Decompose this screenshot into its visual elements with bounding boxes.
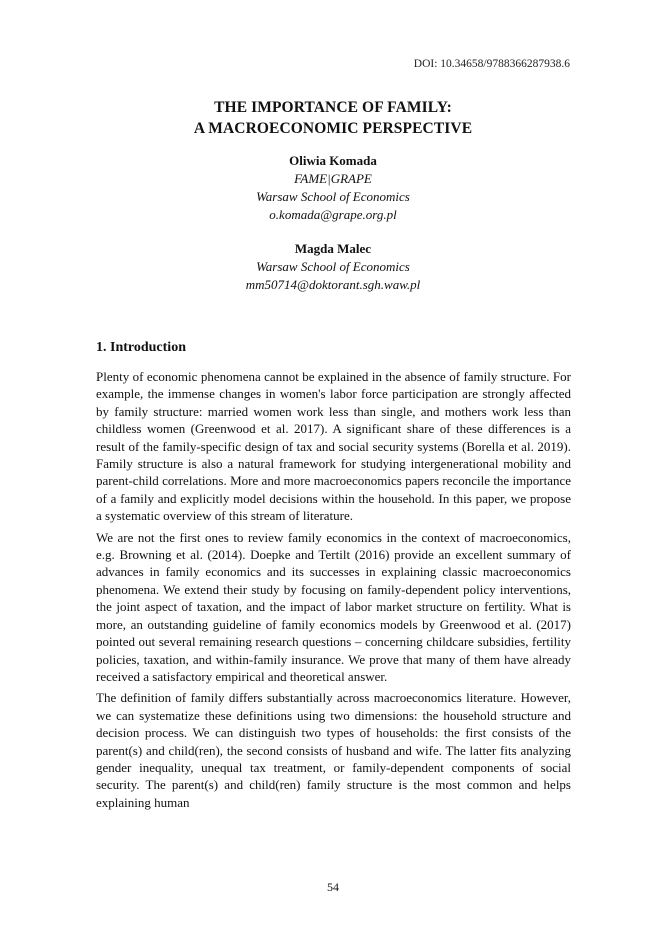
author-email: o.komada@grape.org.pl — [269, 207, 397, 222]
page-number: 54 — [327, 880, 339, 894]
author-block-komada — [0, 152, 666, 224]
body-paragraph: We are not the first ones to review family economics in the context of macroeconomics, e.g. Browning et al. (2014). Doepke and Tertilt (2016) provide an excellent summary of advances in family economics and its successes in explaining classic macroeconomics phenomena. We extend their study by focusing on family-dependent policy interventions, the joint aspect of taxation, and the impact of labor market structure on fertility. What is more, an outstanding guideline of family economics models by Greenwood et al. (2017) pointed out several remaining research questions – concerning childcare subsidies, fertility policies, taxation, and within-family insurance. We prove that many of them have already received a satisfactory empirical and theoretical answer. — [96, 529, 571, 684]
author-affiliation: Warsaw School of Economics — [256, 189, 410, 204]
author-affiliation: FAME|GRAPE — [294, 171, 372, 186]
doi-label: DOI: 10.34658/9788366287938.6 — [413, 58, 570, 70]
author-name: Magda Malec — [294, 241, 372, 256]
author-email: mm50714@doktorant.sgh.waw.pl — [245, 277, 421, 292]
body-paragraph: The definition of family differs substantially across macroeconomics literature. However, we can systematize these definitions using two dimensions: the household structure and decision process. We can distinguish two types of households: the first consists of the parent(s) and child(ren), the second consists of husband and wife. The latter fits analyzing gender inequality, unequal tax treatment, or family-dependent components of social security. The parent(s) and child(ren) family structure is the most common and helps explaining human — [96, 690, 571, 810]
body-paragraph: Plenty of economic phenomena cannot be explained in the absence of family structure. For example, the immense changes in women's labor force participation are strongly affected by family structure: married women work less than single, and mothers work less than childless women (Greenwood et al. 2017). A significant share of these differences is a result of the family-specific design of tax and social security systems (Borella et al. 2019). Family structure is also a natural framework for studying intergenerational mobility and parent-child correlations. More and more macroeconomics papers reconcile the importance of a family and explicitly model decisions within the household. In this paper, we propose a systematic overview of this stream of literature. — [96, 369, 571, 524]
section-heading-introduction: 1. Introduction — [96, 340, 186, 355]
section-body — [96, 368, 571, 815]
paper-title — [0, 97, 666, 139]
author-name: Oliwia Komada — [289, 153, 377, 168]
author-affiliation: Warsaw School of Economics — [256, 259, 410, 274]
author-block-malec — [0, 240, 666, 294]
paper-title-line-1: THE IMPORTANCE OF FAMILY: — [214, 99, 452, 116]
paper-title-line-2: A MACROECONOMIC PERSPECTIVE — [193, 120, 473, 137]
